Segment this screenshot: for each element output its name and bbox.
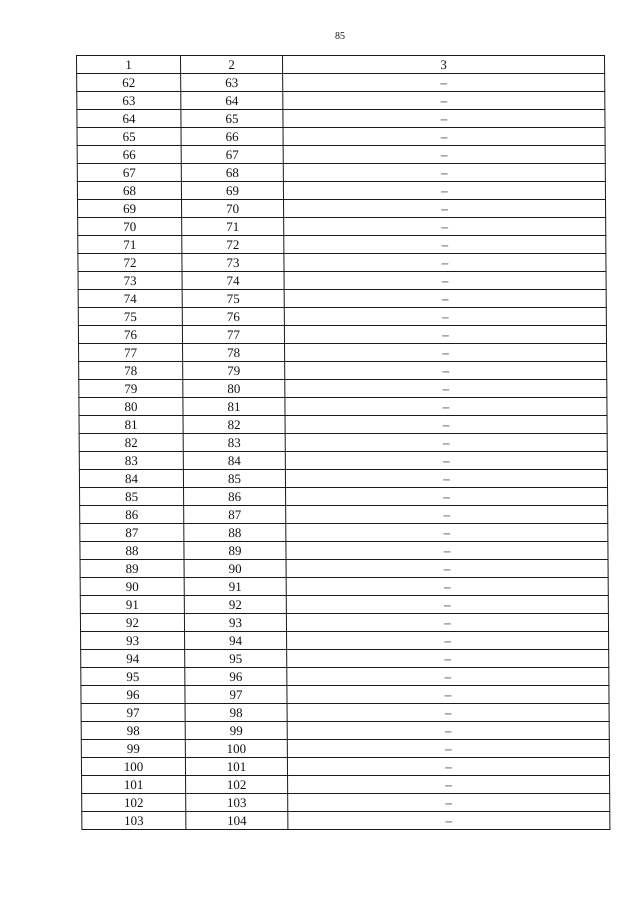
- table-cell-col-1: 92: [80, 614, 184, 632]
- table-cell-col-1: 65: [77, 128, 181, 146]
- table-cell-col-1: 77: [79, 344, 183, 362]
- table-cell-col-2: 82: [183, 416, 285, 434]
- table-cell-col-1: 89: [80, 560, 184, 578]
- table-cell-col-3: –: [283, 146, 605, 164]
- table-cell-col-3: –: [284, 290, 606, 308]
- table-row: [79, 344, 607, 362]
- table-cell-col-2: 64: [181, 92, 283, 110]
- table-cell-col-3: –: [283, 92, 605, 110]
- table-cell-col-3: –: [285, 470, 607, 488]
- table-row: [78, 236, 606, 254]
- table-row: [78, 254, 606, 272]
- table-cell-col-1: 82: [79, 434, 183, 452]
- table-cell-col-3: –: [284, 218, 606, 236]
- table-cell-col-1: 84: [79, 470, 183, 488]
- table-row: [80, 488, 608, 506]
- table-row: [80, 506, 608, 524]
- table-cell-col-2: 95: [185, 650, 287, 668]
- table-cell-col-2: 65: [181, 110, 283, 128]
- table-row: [80, 560, 608, 578]
- table-row: [81, 722, 609, 740]
- table-cell-col-1: 79: [79, 380, 183, 398]
- table-cell-col-3: –: [287, 632, 609, 650]
- table-row: [77, 164, 605, 182]
- table-cell-col-3: –: [285, 416, 607, 434]
- table-cell-col-1: 97: [81, 704, 185, 722]
- table-cell-col-2: 67: [181, 146, 283, 164]
- column-header-1: 1: [77, 56, 181, 74]
- table-cell-col-1: 62: [77, 74, 181, 92]
- table-cell-col-3: –: [286, 506, 608, 524]
- table-cell-col-2: 83: [183, 434, 285, 452]
- table-cell-col-1: 90: [80, 578, 184, 596]
- table-cell-col-2: 77: [182, 326, 284, 344]
- table-cell-col-3: –: [287, 668, 609, 686]
- column-header-3: 3: [283, 56, 605, 74]
- table-cell-col-1: 63: [77, 92, 181, 110]
- table-cell-col-1: 71: [78, 236, 182, 254]
- table-cell-col-2: 99: [185, 722, 287, 740]
- data-table: [76, 55, 610, 830]
- table-row: [77, 110, 605, 128]
- table-cell-col-1: 75: [78, 308, 182, 326]
- table-row: [81, 740, 609, 758]
- table-cell-col-3: –: [284, 272, 606, 290]
- table-cell-col-1: 67: [77, 164, 181, 182]
- table-row: [77, 146, 605, 164]
- table-row: [81, 632, 609, 650]
- table-row: [80, 596, 608, 614]
- table-cell-col-1: 68: [77, 182, 181, 200]
- table-cell-col-1: 64: [77, 110, 181, 128]
- table-row: [79, 398, 607, 416]
- table-row: [77, 92, 605, 110]
- table-cell-col-3: –: [287, 704, 609, 722]
- table-cell-col-3: –: [285, 434, 607, 452]
- table-cell-col-3: –: [283, 110, 605, 128]
- table-cell-col-1: 102: [82, 794, 186, 812]
- table-cell-col-1: 85: [80, 488, 184, 506]
- table-row: [80, 614, 608, 632]
- table-cell-col-2: 88: [184, 524, 286, 542]
- table-row: [81, 686, 609, 704]
- table-cell-col-1: 96: [81, 686, 185, 704]
- table-cell-col-1: 66: [77, 146, 181, 164]
- table-cell-col-3: –: [286, 614, 608, 632]
- table-cell-col-1: 74: [78, 290, 182, 308]
- table-cell-col-1: 70: [78, 218, 182, 236]
- table-row: [78, 218, 606, 236]
- table-cell-col-3: –: [286, 488, 608, 506]
- table-cell-col-2: 91: [184, 578, 286, 596]
- table-row: [77, 128, 605, 146]
- table-cell-col-3: –: [283, 164, 605, 182]
- table-cell-col-1: 69: [78, 200, 182, 218]
- table-row: [81, 704, 609, 722]
- table-cell-col-2: 93: [184, 614, 286, 632]
- table-cell-col-3: –: [286, 560, 608, 578]
- table-cell-col-2: 87: [184, 506, 286, 524]
- table-cell-col-2: 79: [183, 362, 285, 380]
- table-cell-col-2: 104: [186, 812, 288, 830]
- table-row: [81, 758, 609, 776]
- table-row: [78, 290, 606, 308]
- table-cell-col-3: –: [285, 344, 607, 362]
- table-cell-col-1: 98: [81, 722, 185, 740]
- table-cell-col-2: 71: [182, 218, 284, 236]
- table-cell-col-3: –: [287, 722, 609, 740]
- table-cell-col-3: –: [285, 362, 607, 380]
- table-cell-col-2: 90: [184, 560, 286, 578]
- column-header-2: 2: [181, 56, 283, 74]
- table-row: [79, 452, 607, 470]
- table-cell-col-1: 72: [78, 254, 182, 272]
- table-row: [79, 434, 607, 452]
- table-cell-col-2: 101: [185, 758, 287, 776]
- table-cell-col-2: 103: [186, 794, 288, 812]
- table-cell-col-2: 66: [181, 128, 283, 146]
- table-cell-col-1: 100: [81, 758, 185, 776]
- table-row: [80, 542, 608, 560]
- table-cell-col-2: 100: [185, 740, 287, 758]
- table-cell-col-2: 76: [182, 308, 284, 326]
- table-cell-col-3: –: [285, 380, 607, 398]
- table-cell-col-1: 81: [79, 416, 183, 434]
- table-cell-col-2: 102: [186, 776, 288, 794]
- table-cell-col-2: 86: [184, 488, 286, 506]
- table-body: [77, 74, 610, 830]
- table-row: [77, 182, 605, 200]
- table-cell-col-2: 73: [182, 254, 284, 272]
- table-cell-col-3: –: [286, 542, 608, 560]
- table-cell-col-2: 92: [184, 596, 286, 614]
- table-row: [82, 794, 610, 812]
- table-cell-col-3: –: [286, 596, 608, 614]
- table-cell-col-3: –: [284, 200, 606, 218]
- table-cell-col-1: 88: [80, 542, 184, 560]
- table-cell-col-2: 69: [181, 182, 283, 200]
- table-cell-col-3: –: [287, 650, 609, 668]
- table-cell-col-1: 103: [82, 812, 186, 830]
- table-cell-col-2: 97: [185, 686, 287, 704]
- table-cell-col-2: 63: [181, 74, 283, 92]
- table-cell-col-3: –: [287, 758, 609, 776]
- table-cell-col-3: –: [284, 326, 606, 344]
- table-cell-col-2: 85: [183, 470, 285, 488]
- table-cell-col-1: 78: [79, 362, 183, 380]
- table-cell-col-3: –: [285, 452, 607, 470]
- table-row: [79, 416, 607, 434]
- table-cell-col-2: 81: [183, 398, 285, 416]
- table-cell-col-1: 101: [82, 776, 186, 794]
- table-row: [82, 812, 610, 830]
- table-row: [81, 668, 609, 686]
- table-cell-col-3: –: [285, 398, 607, 416]
- table-cell-col-1: 76: [78, 326, 182, 344]
- table-cell-col-3: –: [288, 794, 610, 812]
- table-cell-col-2: 68: [181, 164, 283, 182]
- table-cell-col-3: –: [286, 524, 608, 542]
- table-row: [79, 362, 607, 380]
- table-cell-col-3: –: [283, 74, 605, 92]
- page-number: 85: [335, 31, 345, 42]
- table-cell-col-2: 94: [185, 632, 287, 650]
- table-cell-col-2: 84: [183, 452, 285, 470]
- table-cell-col-3: –: [284, 254, 606, 272]
- table-cell-col-1: 86: [80, 506, 184, 524]
- table-cell-col-2: 96: [185, 668, 287, 686]
- table-row: [79, 380, 607, 398]
- table-cell-col-1: 95: [81, 668, 185, 686]
- table-row: [79, 470, 607, 488]
- table-row: [78, 326, 606, 344]
- table-cell-col-3: –: [284, 308, 606, 326]
- table-cell-col-2: 80: [183, 380, 285, 398]
- table-cell-col-3: –: [288, 812, 610, 830]
- table-cell-col-2: 75: [182, 290, 284, 308]
- table-cell-col-2: 98: [185, 704, 287, 722]
- table-cell-col-3: –: [288, 776, 610, 794]
- table-row: [82, 776, 610, 794]
- table-row: [80, 524, 608, 542]
- table-row: [77, 74, 605, 92]
- table-row: [78, 200, 606, 218]
- table-cell-col-1: 80: [79, 398, 183, 416]
- table-header: [77, 56, 605, 74]
- table-cell-col-2: 74: [182, 272, 284, 290]
- table-cell-col-1: 99: [81, 740, 185, 758]
- table-row: [80, 578, 608, 596]
- table-cell-col-3: –: [284, 236, 606, 254]
- table-row: [78, 308, 606, 326]
- table-cell-col-1: 93: [81, 632, 185, 650]
- table-cell-col-1: 87: [80, 524, 184, 542]
- table-cell-col-2: 89: [184, 542, 286, 560]
- table-cell-col-3: –: [287, 740, 609, 758]
- table-cell-col-1: 91: [80, 596, 184, 614]
- table-cell-col-1: 73: [78, 272, 182, 290]
- table-cell-col-1: 83: [79, 452, 183, 470]
- table-cell-col-3: –: [283, 182, 605, 200]
- header-row: [77, 56, 605, 74]
- table-row: [78, 272, 606, 290]
- table-cell-col-2: 70: [182, 200, 284, 218]
- table-cell-col-2: 78: [183, 344, 285, 362]
- table-cell-col-3: –: [286, 578, 608, 596]
- table-cell-col-3: –: [287, 686, 609, 704]
- table-cell-col-3: –: [283, 128, 605, 146]
- table-row: [81, 650, 609, 668]
- table-cell-col-1: 94: [81, 650, 185, 668]
- table-cell-col-2: 72: [182, 236, 284, 254]
